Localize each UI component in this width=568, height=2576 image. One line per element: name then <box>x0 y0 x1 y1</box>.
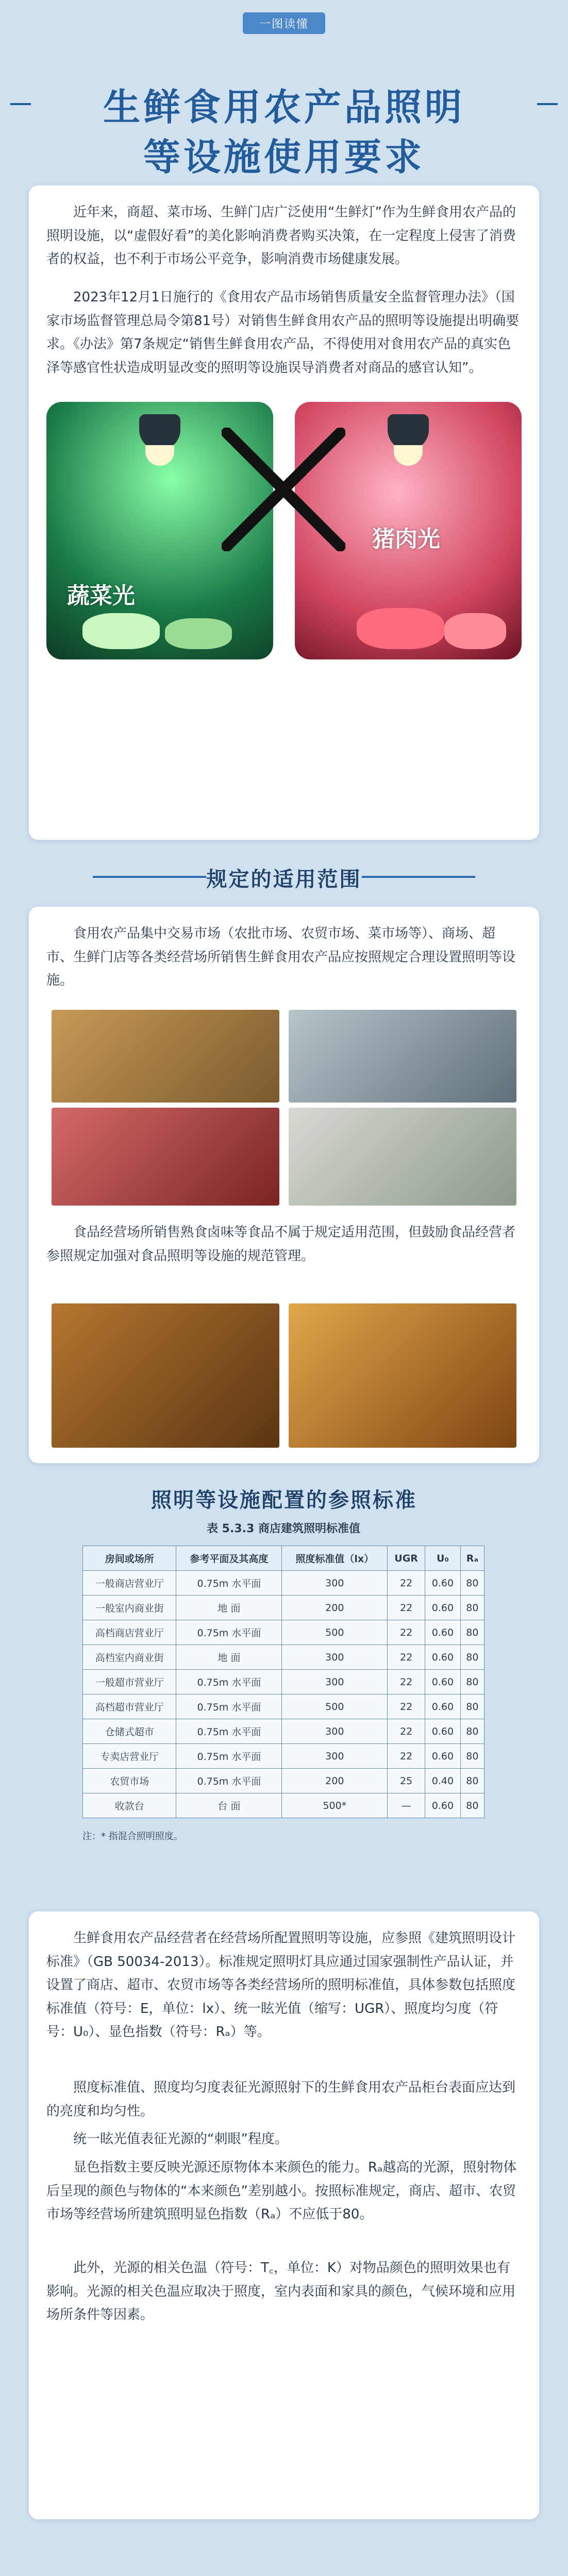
table-row <box>83 1694 485 1719</box>
table-cell: 一般超市营业厅 <box>83 1670 176 1694</box>
table-cell: 高档商店营业厅 <box>83 1620 176 1645</box>
title-right-line <box>537 103 558 105</box>
table-cell: 300 <box>282 1670 388 1694</box>
table-cell: 80 <box>460 1645 484 1670</box>
table-cell: 22 <box>388 1596 425 1620</box>
table-note: 注：* 指混合照明照度。 <box>82 1831 183 1842</box>
title-line-2: 等设施使用要求 <box>143 135 425 179</box>
meat-stall-photo <box>52 1108 279 1206</box>
table-cell: 0.40 <box>425 1769 461 1793</box>
table-cell: 22 <box>388 1571 425 1596</box>
table-cell: 22 <box>388 1719 425 1744</box>
cabbage-icon <box>82 613 160 649</box>
table-cell: 500 <box>282 1620 388 1645</box>
table-row <box>83 1793 485 1818</box>
table-cell: 0.75m 水平面 <box>176 1571 282 1596</box>
table-row <box>83 1769 485 1793</box>
table-cell: 22 <box>388 1670 425 1694</box>
table-cell: 高档室内商业街 <box>83 1645 176 1670</box>
table-row <box>83 1571 485 1596</box>
table-cell: 22 <box>388 1694 425 1719</box>
table-cell: 一般室内商业街 <box>83 1596 176 1620</box>
table-header-cell: 房间或场所 <box>83 1546 176 1571</box>
bulb-icon <box>394 445 423 466</box>
table-cell: 台 面 <box>176 1793 282 1818</box>
table-cell: 22 <box>388 1645 425 1670</box>
deli-counter-photo <box>289 1303 516 1448</box>
table-cell: 0.75m 水平面 <box>176 1719 282 1744</box>
table-cell: 0.60 <box>425 1719 461 1744</box>
scope-paragraph-2: 食品经营场所销售熟食卤味等食品不属于规定适用范围，但鼓励食品经营者参照规定加强对食品照明等设施的规范管理。 <box>46 1225 516 1264</box>
standard-paragraph-5: 此外，光源的相关色温（符号：T꜀，单位：K）对物品颜色的照明效果也有影响。光源的相关色温应取决于照度，室内表面和家具的颜色，气候环境和应用场所条件等因素。 <box>46 2260 516 2323</box>
standard-paragraph-4: 显色指数主要反映光源还原物体本来颜色的能力。Rₐ越高的光源，照射物体后呈现的颜色与物体的“本来颜色”差别越小。按照标准规定，商店、超市、农贸市场等经营场所建筑照明显色指数（Rₐ）不应低于80。 <box>46 2160 517 2222</box>
table-row <box>83 1744 485 1769</box>
table-cell: 80 <box>460 1670 484 1694</box>
table-title: 表 5.3.3 商店建筑照明标准值 <box>207 1522 360 1535</box>
intro-paragraph-2: 2023年12月1日施行的《食用农产品市场销售质量安全监督管理办法》（国家市场监督管理总局令第81号）对销售生鲜食用农产品的照明等设施提出明确要求。《办法》第7条规定“销售生鲜食用农产品，不得使用对食用农产品的真实色泽等感官性状造成明显改变的照明等设施误导消费者对商品的感官认知”。 <box>46 290 520 376</box>
table-header-cell: UGR <box>388 1546 425 1571</box>
scope-right-bar <box>362 876 475 878</box>
standard-paragraph-1: 生鲜食用农产品经营者在经营场所配置照明等设施，应参照《建筑照明设计标准》（GB 50034-2013）。标准规定照明灯具应通过国家强制性产品认证，并设置了商店、超市、农贸市场等各类经营场所的照明标准值，具体参数包括照度标准值（符号：E，单位：lx）、统一眩光值（缩写：UGR）、照度均匀度（符号：U₀）、显色指数（符号：Rₐ）等。 <box>46 1930 516 2040</box>
scope-title: 规定的适用范围 <box>206 868 362 891</box>
table-cell: 0.75m 水平面 <box>176 1620 282 1645</box>
table-row <box>83 1719 485 1744</box>
scope-left-bar <box>93 876 206 878</box>
table-cell: 300 <box>282 1571 388 1596</box>
table-cell: 300 <box>282 1719 388 1744</box>
table-cell: 地 面 <box>176 1645 282 1670</box>
fresh-store-photo <box>289 1108 516 1206</box>
table-cell: 仓储式超市 <box>83 1719 176 1744</box>
table-cell: 农贸市场 <box>83 1769 176 1793</box>
table-cell: 80 <box>460 1793 484 1818</box>
table-cell: 200 <box>282 1596 388 1620</box>
table-row <box>83 1670 485 1694</box>
table-cell: 0.75m 水平面 <box>176 1694 282 1719</box>
table-cell: 80 <box>460 1620 484 1645</box>
table-cell: 0.60 <box>425 1571 461 1596</box>
bulb-icon <box>145 445 174 466</box>
table-cell: 80 <box>460 1596 484 1620</box>
table-row <box>83 1620 485 1645</box>
table-cell: 0.75m 水平面 <box>176 1769 282 1793</box>
table-header-cell: 参考平面及其高度 <box>176 1546 282 1571</box>
table-cell: 0.60 <box>425 1793 461 1818</box>
table-cell: 80 <box>460 1571 484 1596</box>
table-cell: 80 <box>460 1694 484 1719</box>
pink-light-label: 猪肉光 <box>372 526 440 552</box>
title-left-line <box>10 103 31 105</box>
deli-photo <box>52 1303 279 1448</box>
table-cell: 80 <box>460 1769 484 1793</box>
standard-paragraph-3: 统一眩光值表征光源的“刺眼”程度。 <box>73 2131 288 2147</box>
table-header-cell: Rₐ <box>460 1546 484 1571</box>
meat-icon <box>357 608 444 649</box>
forbidden-cross-icon <box>222 428 345 551</box>
table-header-row <box>83 1546 485 1571</box>
table-cell: 300 <box>282 1645 388 1670</box>
table-cell: 0.60 <box>425 1620 461 1645</box>
green-light-label: 蔬菜光 <box>67 583 135 609</box>
intro-paragraph-1: 近年来，商超、菜市场、生鲜门店广泛使用“生鲜灯”作为生鲜食用农产品的照明设施，以“虚假好看”的美化影响消费者购买决策，在一定程度上侵害了消费者的权益，也不利于市场公平竞争，影响消费市场健康发展。 <box>46 205 516 267</box>
scope-paragraph-1: 食用农产品集中交易市场（农批市场、农贸市场、菜市场等）、商场、超市、生鲜门店等各类经营场所销售生鲜食用农产品应按照规定合理设置照明等设施。 <box>46 926 516 988</box>
title-line-1: 生鲜食用农产品照明 <box>103 86 465 129</box>
lighting-standard-table <box>82 1546 485 1818</box>
table-cell: 200 <box>282 1769 388 1793</box>
table-row <box>83 1645 485 1670</box>
standard-title: 照明等设施配置的参照标准 <box>151 1488 417 1512</box>
standard-paragraph-2: 照度标准值、照度均匀度表征光源照射下的生鲜食用农产品柜台表面应达到的亮度和均匀性。 <box>46 2080 516 2119</box>
table-cell: 高档超市营业厅 <box>83 1694 176 1719</box>
header-tag: 一图读懂 <box>243 12 325 34</box>
table-header-cell: 照度标准值（lx） <box>282 1546 388 1571</box>
table-header-cell: U₀ <box>425 1546 461 1571</box>
supermarket-photo <box>289 1010 516 1103</box>
table-cell: 收款台 <box>83 1793 176 1818</box>
table-cell: 0.75m 水平面 <box>176 1744 282 1769</box>
table-cell: — <box>388 1793 425 1818</box>
market-photo <box>52 1010 279 1103</box>
table-cell: 80 <box>460 1719 484 1744</box>
table-cell: 22 <box>388 1620 425 1645</box>
table-cell: 300 <box>282 1744 388 1769</box>
table-cell: 0.60 <box>425 1694 461 1719</box>
table-cell: 500* <box>282 1793 388 1818</box>
table-cell: 22 <box>388 1744 425 1769</box>
table-cell: 0.60 <box>425 1645 461 1670</box>
table-row <box>83 1596 485 1620</box>
table-cell: 500 <box>282 1694 388 1719</box>
table-cell: 25 <box>388 1769 425 1793</box>
table-cell: 0.60 <box>425 1670 461 1694</box>
vegetable-icon <box>165 618 232 649</box>
table-cell: 0.60 <box>425 1596 461 1620</box>
meat-icon <box>444 613 506 649</box>
table-cell: 0.75m 水平面 <box>176 1670 282 1694</box>
table-cell: 80 <box>460 1744 484 1769</box>
table-cell: 一般商店营业厅 <box>83 1571 176 1596</box>
table-cell: 地 面 <box>176 1596 282 1620</box>
table-cell: 0.60 <box>425 1744 461 1769</box>
page-title <box>31 82 537 182</box>
table-cell: 专卖店营业厅 <box>83 1744 176 1769</box>
